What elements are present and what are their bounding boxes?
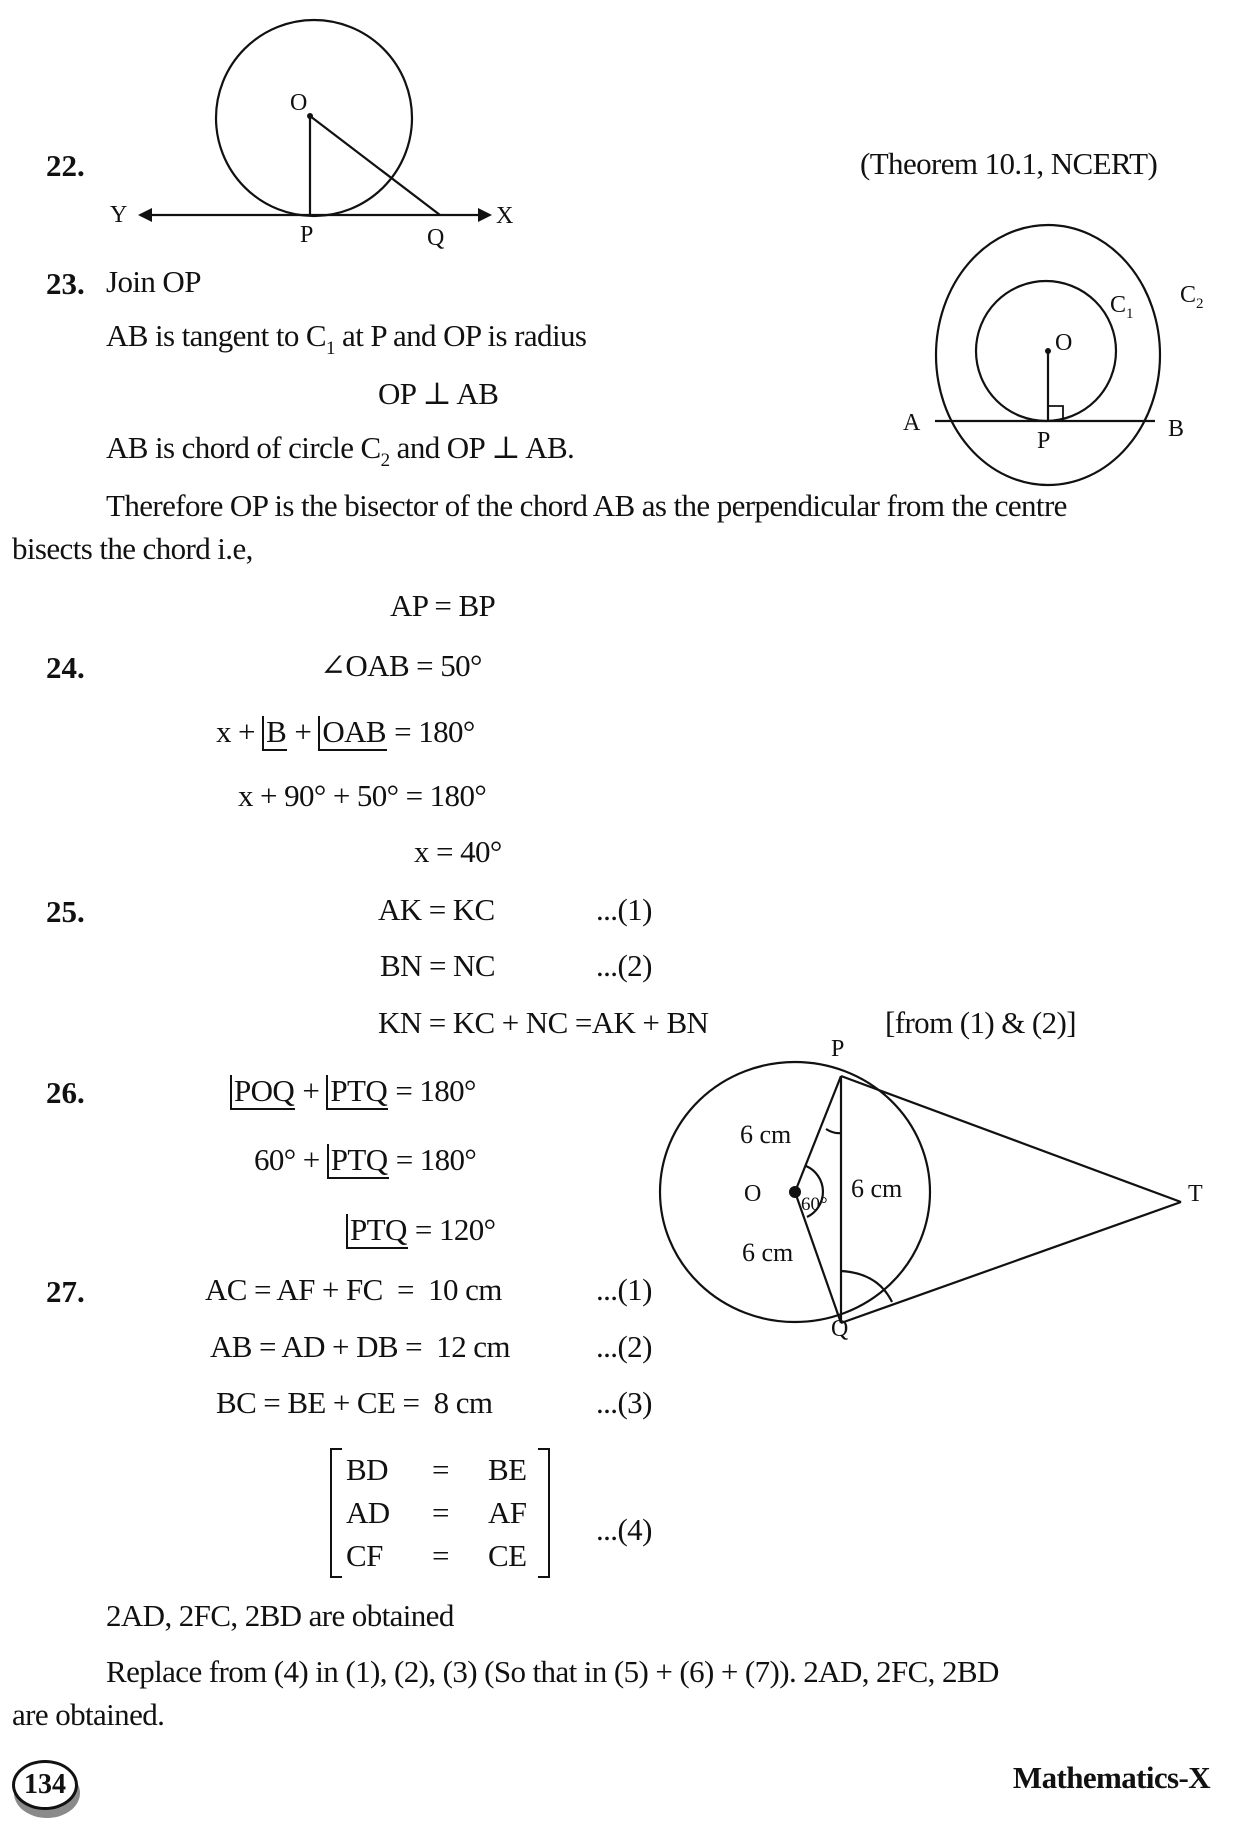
q26-line-3: PTQ = 120°: [346, 1214, 495, 1249]
q27-tag-1: ...(1): [596, 1272, 652, 1307]
q26-label-O: O: [744, 1181, 762, 1207]
angle-symbol: PTQ: [326, 1075, 388, 1110]
matrix-row-3-right: CE: [488, 1538, 527, 1573]
q22-label-Y: Y: [110, 202, 128, 228]
q22-label-X: X: [496, 203, 514, 229]
q23-line-4: [106, 430, 575, 471]
q27-line-2: AB = AD + DB = 12 cm: [210, 1329, 510, 1364]
q27-line-6: are obtained.: [12, 1697, 165, 1732]
q26-tangent-circle-diagram: [640, 1055, 1200, 1345]
angle-symbol: PTQ: [346, 1214, 408, 1249]
book-title: Mathematics-X: [1012, 1760, 1210, 1795]
q24-line-1: ∠OAB = 50°: [320, 648, 482, 683]
q27-line-5: Replace from (4) in (1), (2), (3) (So that in (5) + (6) + (7)). 2AD, 2FC, 2BD: [106, 1654, 999, 1689]
q24-line-3: x + 90° + 50° = 180°: [238, 778, 487, 813]
page-number-badge: [12, 1760, 78, 1810]
q27-tag-4: ...(4): [596, 1512, 652, 1547]
q23-label-C2: $C_2$: [1180, 282, 1204, 312]
question-number-27: 27.: [46, 1274, 85, 1309]
theorem-reference: (Theorem 10.1, NCERT): [860, 146, 1158, 181]
q23-line-2: [106, 318, 587, 359]
matrix-row-2-left: AD: [346, 1495, 390, 1530]
q27-tag-3: ...(3): [596, 1385, 652, 1420]
q22-tangent-diagram: [100, 20, 520, 250]
q27-line-1: AC = AF + FC = 10 cm: [205, 1272, 502, 1307]
matrix-row-3-left: CF: [346, 1538, 383, 1573]
question-number-23: 23.: [46, 266, 85, 301]
q23-label-C1: $C_1$: [1110, 292, 1134, 322]
q26-label-T: T: [1188, 1181, 1203, 1207]
angle-symbol: PTQ: [327, 1144, 389, 1179]
matrix-row-1-left: BD: [346, 1452, 388, 1487]
q22-label-O: O: [290, 90, 308, 116]
q25-tag-2: ...(2): [596, 948, 652, 983]
page-number: 134: [24, 1769, 66, 1800]
q22-label-P: P: [300, 222, 314, 248]
q27-tag-2: ...(2): [596, 1329, 652, 1364]
q23-label-B: B: [1168, 416, 1185, 442]
q26-label-P: P: [831, 1036, 845, 1062]
q23-line-4-sub: 2: [380, 450, 390, 471]
q23-line-4-b: and OP ⊥ AB.: [389, 430, 575, 465]
q23-line-6: bisects the chord i.e,: [12, 531, 253, 566]
angle-symbol: B: [262, 716, 287, 751]
q23-label-O: O: [1055, 330, 1073, 356]
q23-label-P: P: [1037, 428, 1051, 454]
q23-line-7: AP = BP: [390, 588, 496, 623]
q26-label-pq-length: 6 cm: [851, 1174, 903, 1203]
question-number-26: 26.: [46, 1075, 85, 1110]
q25-tag-3: [from (1) & (2)]: [885, 1005, 1076, 1040]
q26-line-1: POQ + PTQ = 180°: [230, 1075, 476, 1110]
matrix-row-2-right: AF: [488, 1495, 527, 1530]
matrix-row-1-right: BE: [488, 1452, 527, 1487]
q24-line-2: x + B + OAB = 180°: [216, 714, 475, 749]
q25-line-2: BN = NC: [380, 948, 495, 983]
angle-symbol: OAB: [318, 716, 387, 751]
q26-label-angle-60: 60°: [801, 1194, 828, 1215]
q25-line-3: KN = KC + NC =AK + BN: [378, 1005, 709, 1040]
q26-label-oq-length: 6 cm: [742, 1238, 794, 1267]
q26-label-Q: Q: [831, 1316, 849, 1342]
matrix-row-3-eq: =: [432, 1538, 449, 1573]
question-number-24: 24.: [46, 650, 85, 685]
matrix-row-2-eq: =: [432, 1495, 449, 1530]
matrix-row-1-eq: =: [432, 1452, 449, 1487]
angle-symbol: POQ: [230, 1075, 295, 1110]
q23-label-A: A: [903, 410, 921, 436]
q26-line-2: 60° + PTQ = 180°: [254, 1142, 477, 1177]
q25-tag-1: ...(1): [596, 892, 652, 927]
q23-line-1: Join OP: [106, 264, 201, 299]
q23-line-2-a: AB is tangent to C: [106, 318, 326, 353]
q27-equation-matrix: [330, 1448, 550, 1578]
q24-line-4: x = 40°: [414, 834, 502, 869]
question-number-25: 25.: [46, 894, 85, 929]
q23-line-5: Therefore OP is the bisector of the chord AB as the perpendicular from the centre: [106, 488, 1067, 523]
q23-line-4-a: AB is chord of circle C: [106, 430, 381, 465]
q25-line-1: AK = KC: [378, 892, 495, 927]
q27-line-4: 2AD, 2FC, 2BD are obtained: [106, 1598, 454, 1633]
q26-label-op-length: 6 cm: [740, 1120, 792, 1149]
q23-line-2-sub: 1: [325, 338, 335, 359]
question-number-22: 22.: [46, 148, 85, 183]
q23-line-2-b: at P and OP is radius: [334, 318, 587, 353]
q27-line-3: BC = BE + CE = 8 cm: [216, 1385, 493, 1420]
q23-line-3: OP ⊥ AB: [378, 376, 499, 411]
q22-label-Q: Q: [427, 225, 445, 251]
